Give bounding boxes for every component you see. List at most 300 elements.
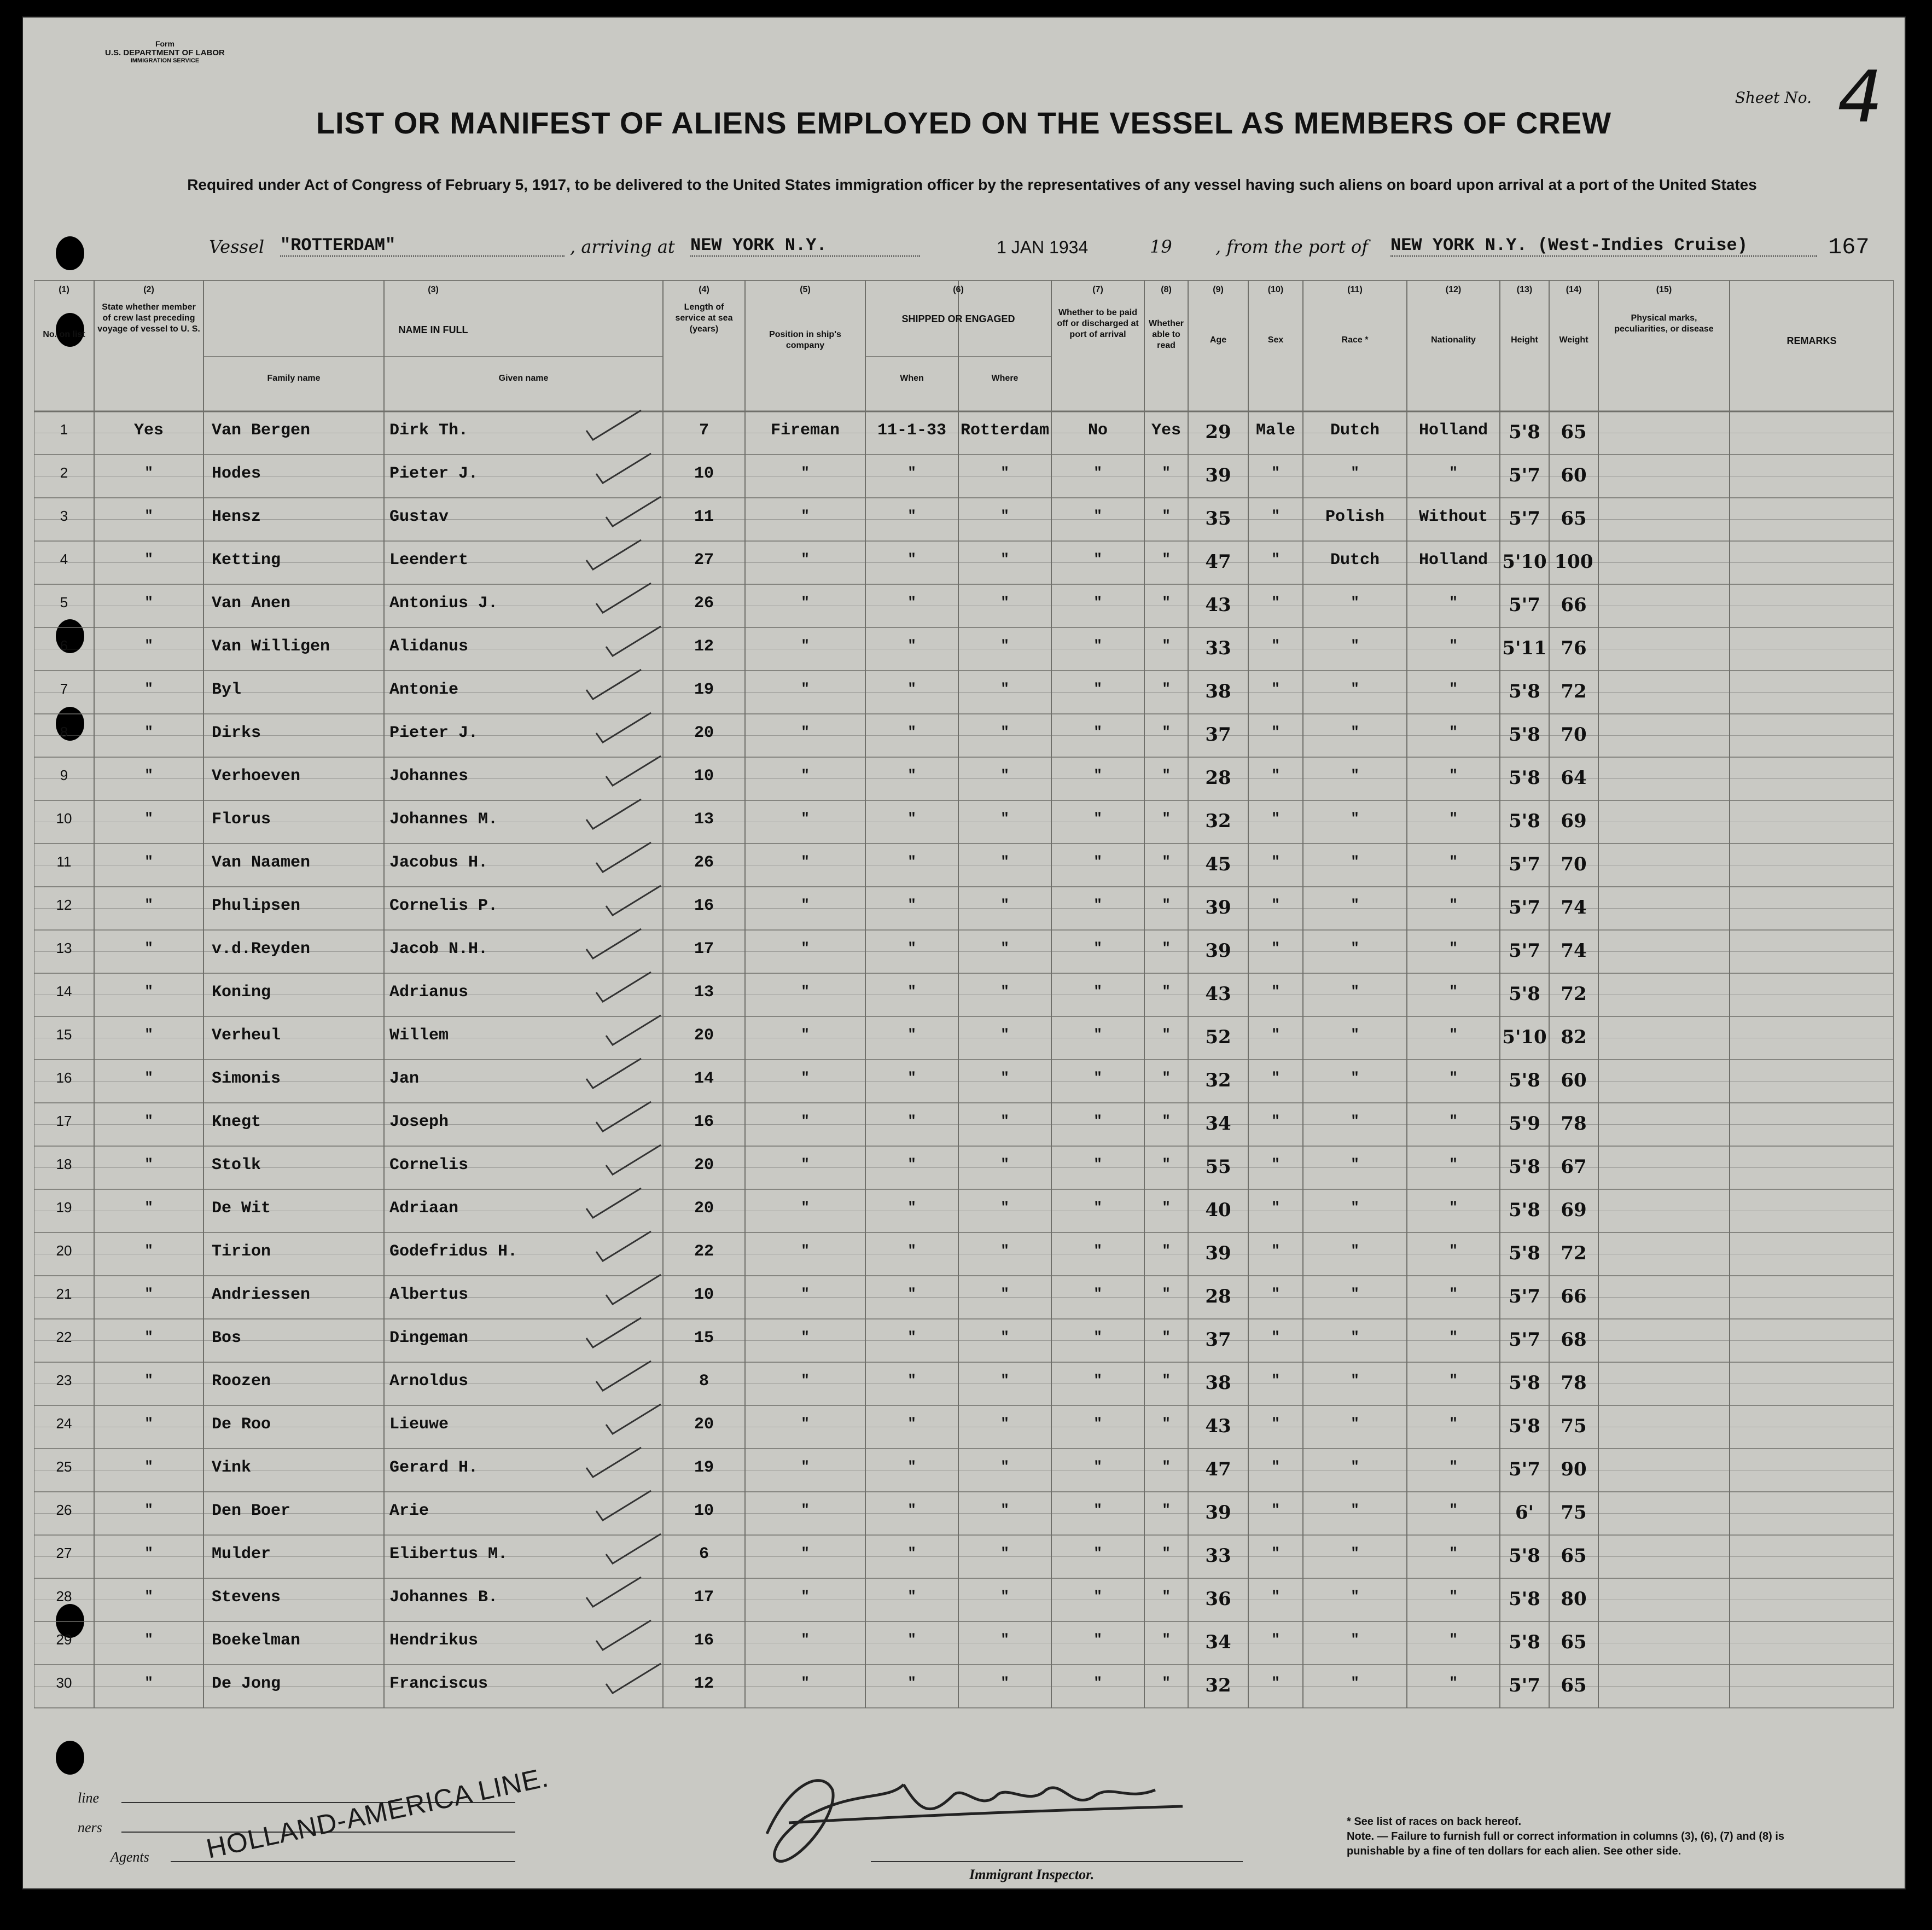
cell-paid: " bbox=[1093, 724, 1102, 740]
cell-age: 55 bbox=[1205, 1156, 1231, 1178]
check-mark-icon bbox=[581, 1054, 647, 1092]
cell-sex: " bbox=[1271, 767, 1280, 783]
cell-when: " bbox=[907, 637, 916, 654]
cell-age: 32 bbox=[1205, 1069, 1231, 1091]
cell-family: Knegt bbox=[212, 1113, 261, 1131]
header-length-service: Length of service at sea (years) bbox=[675, 303, 733, 334]
cell-race: Dutch bbox=[1330, 421, 1380, 440]
cell-paid: " bbox=[1093, 1329, 1102, 1345]
cell-sex: " bbox=[1271, 897, 1280, 913]
cell-given: Cornelis bbox=[389, 1156, 469, 1175]
cell-family: Hodes bbox=[212, 464, 261, 483]
footer-notes bbox=[1347, 1815, 1839, 1859]
cell-read: " bbox=[1162, 1588, 1171, 1605]
cell-sex: " bbox=[1271, 1286, 1280, 1302]
cell-weight: 75 bbox=[1561, 1502, 1587, 1524]
penalty-note: Note. — Failure to furnish full or correct information in columns (3), (6), (7) and (8) is punishable by a fine of ten dollars for each alien. See other side. bbox=[1347, 1830, 1785, 1857]
cell-race: " bbox=[1351, 940, 1359, 956]
cell-sex: " bbox=[1271, 1026, 1280, 1043]
cell-read: " bbox=[1162, 594, 1171, 611]
cell-race: " bbox=[1351, 853, 1359, 870]
cell-no: 2 bbox=[60, 464, 68, 481]
cell-read: " bbox=[1162, 1156, 1171, 1172]
cell-state: " bbox=[144, 1415, 153, 1432]
cell-paid: " bbox=[1093, 810, 1102, 827]
cell-nationality: " bbox=[1449, 767, 1458, 783]
cell-height: 5'9 bbox=[1509, 1113, 1540, 1135]
cell-paid: " bbox=[1093, 1675, 1102, 1691]
cell-when: " bbox=[907, 1069, 916, 1086]
cell-family: Van Bergen bbox=[212, 421, 311, 440]
cell-service: 13 bbox=[694, 810, 714, 829]
cell-race: " bbox=[1351, 1113, 1359, 1129]
cell-state: " bbox=[144, 1502, 153, 1518]
cell-nationality: " bbox=[1449, 810, 1458, 827]
header-weight: Weight bbox=[1559, 335, 1588, 345]
cell-no: 30 bbox=[56, 1675, 72, 1691]
cell-given: Alidanus bbox=[389, 637, 469, 656]
arriving-port: NEW YORK N.Y. bbox=[690, 235, 920, 257]
cell-nationality: " bbox=[1449, 1545, 1458, 1561]
cell-sex: " bbox=[1271, 1458, 1280, 1475]
cell-paid: " bbox=[1093, 983, 1102, 999]
cell-family: v.d.Reyden bbox=[212, 940, 311, 958]
cell-weight: 72 bbox=[1561, 1242, 1587, 1264]
cell-position: " bbox=[801, 637, 810, 654]
cell-no: 19 bbox=[56, 1199, 72, 1216]
cell-family: Florus bbox=[212, 810, 271, 829]
cell-family: Ketting bbox=[212, 551, 281, 569]
cell-age: 39 bbox=[1205, 940, 1231, 962]
cell-service: 17 bbox=[694, 940, 714, 958]
cell-when: " bbox=[907, 940, 916, 956]
cell-nationality: " bbox=[1449, 1675, 1458, 1691]
cell-where: " bbox=[1000, 1458, 1009, 1475]
header-age: Age bbox=[1209, 335, 1227, 345]
cell-race: " bbox=[1351, 1242, 1359, 1259]
cell-age: 39 bbox=[1205, 464, 1231, 486]
cell-sex: " bbox=[1271, 940, 1280, 956]
cell-state: " bbox=[144, 1675, 153, 1691]
cell-weight: 60 bbox=[1561, 1069, 1587, 1091]
cell-read: " bbox=[1162, 1372, 1171, 1388]
cell-race: " bbox=[1351, 1372, 1359, 1388]
cell-nationality: " bbox=[1449, 464, 1458, 481]
cell-race: " bbox=[1351, 1415, 1359, 1432]
cell-paid: " bbox=[1093, 1242, 1102, 1259]
cell-state: " bbox=[144, 1329, 153, 1345]
cell-weight: 65 bbox=[1561, 421, 1587, 443]
cell-where: " bbox=[1000, 508, 1009, 524]
cell-given: Jacob N.H. bbox=[389, 940, 488, 958]
cell-position: " bbox=[801, 897, 810, 913]
cell-paid: " bbox=[1093, 1631, 1102, 1648]
cell-where: " bbox=[1000, 1069, 1009, 1086]
check-mark-icon bbox=[601, 881, 666, 920]
check-mark-icon bbox=[591, 1227, 656, 1265]
cell-read: " bbox=[1162, 1458, 1171, 1475]
date-stamp: 1 JAN 1934 bbox=[997, 237, 1089, 257]
cell-where: " bbox=[1000, 551, 1009, 567]
cell-nationality: " bbox=[1449, 1156, 1458, 1172]
cell-state: " bbox=[144, 897, 153, 913]
cell-read: " bbox=[1162, 1415, 1171, 1432]
cell-service: 16 bbox=[694, 1113, 714, 1131]
header-position: Position in ship's company bbox=[769, 330, 841, 350]
cell-read: " bbox=[1162, 637, 1171, 654]
cell-sex: " bbox=[1271, 810, 1280, 827]
check-mark-icon bbox=[601, 1400, 666, 1438]
cell-read: " bbox=[1162, 1631, 1171, 1648]
cell-family: Verheul bbox=[212, 1026, 281, 1045]
col-num-1: (1) bbox=[59, 285, 69, 294]
cell-family: Dirks bbox=[212, 724, 261, 742]
cell-no: 7 bbox=[60, 681, 68, 697]
cell-service: 26 bbox=[694, 594, 714, 613]
check-mark-icon bbox=[601, 1270, 666, 1309]
cell-state: " bbox=[144, 508, 153, 524]
cell-state: " bbox=[144, 1286, 153, 1302]
cell-where: " bbox=[1000, 594, 1009, 611]
cell-position: Fireman bbox=[770, 421, 840, 440]
cell-paid: " bbox=[1093, 681, 1102, 697]
cell-age: 39 bbox=[1205, 897, 1231, 919]
cell-where: " bbox=[1000, 1545, 1009, 1561]
cell-family: Den Boer bbox=[212, 1502, 291, 1520]
cell-sex: " bbox=[1271, 637, 1280, 654]
cell-race: " bbox=[1351, 1199, 1359, 1216]
cell-family: Bos bbox=[212, 1329, 242, 1347]
cell-sex: " bbox=[1271, 681, 1280, 697]
cell-nationality: " bbox=[1449, 1069, 1458, 1086]
cell-read: " bbox=[1162, 767, 1171, 783]
cell-race: " bbox=[1351, 1675, 1359, 1691]
cell-no: 29 bbox=[56, 1631, 72, 1648]
cell-paid: " bbox=[1093, 853, 1102, 870]
cell-no: 5 bbox=[60, 594, 68, 611]
cell-given: Franciscus bbox=[389, 1675, 488, 1693]
page-code: 167 bbox=[1828, 234, 1870, 260]
cell-given: Jan bbox=[389, 1069, 420, 1088]
cell-height: 5'8 bbox=[1509, 983, 1540, 1005]
check-mark-icon bbox=[591, 708, 656, 747]
cell-no: 13 bbox=[56, 940, 72, 956]
cell-service: 10 bbox=[694, 464, 714, 483]
cell-height: 6' bbox=[1515, 1502, 1534, 1524]
cell-where: " bbox=[1000, 1675, 1009, 1691]
cell-family: Van Naamen bbox=[212, 853, 311, 872]
year-label: 19 bbox=[1150, 236, 1172, 257]
header-sex: Sex bbox=[1267, 335, 1284, 345]
cell-where: " bbox=[1000, 1286, 1009, 1302]
cell-where: " bbox=[1000, 983, 1009, 999]
header-physical-marks: Physical marks, peculiarities, or disease bbox=[1614, 313, 1714, 334]
sheet-number-label: Sheet No. bbox=[1735, 89, 1812, 107]
cell-given: Arnoldus bbox=[389, 1372, 469, 1391]
cell-no: 14 bbox=[56, 983, 72, 999]
cell-age: 34 bbox=[1205, 1631, 1231, 1653]
cell-family: De Wit bbox=[212, 1199, 271, 1218]
header-when: When bbox=[900, 374, 924, 383]
cell-read: " bbox=[1162, 983, 1171, 999]
cell-when: " bbox=[907, 1415, 916, 1432]
cell-read: " bbox=[1162, 1242, 1171, 1259]
cell-when: " bbox=[907, 1242, 916, 1259]
header-name-in-full: NAME IN FULL bbox=[398, 324, 468, 335]
race-note: * See list of races on back hereof. bbox=[1347, 1816, 1522, 1828]
cell-height: 5'7 bbox=[1509, 1329, 1540, 1351]
cell-when: " bbox=[907, 1199, 916, 1216]
form-department-block bbox=[105, 39, 225, 65]
cell-paid: " bbox=[1093, 1113, 1102, 1129]
cell-nationality: " bbox=[1449, 940, 1458, 956]
header-race: Race * bbox=[1341, 335, 1369, 345]
cell-height: 5'8 bbox=[1509, 1069, 1540, 1091]
cell-race: " bbox=[1351, 983, 1359, 999]
cell-service: 20 bbox=[694, 1199, 714, 1218]
punch-hole bbox=[56, 236, 84, 270]
cell-where: " bbox=[1000, 1242, 1009, 1259]
cell-position: " bbox=[801, 681, 810, 697]
cell-sex: " bbox=[1271, 1372, 1280, 1388]
cell-given: Cornelis P. bbox=[389, 897, 498, 915]
cell-weight: 72 bbox=[1561, 983, 1587, 1005]
cell-service: 12 bbox=[694, 1675, 714, 1693]
cell-sex: " bbox=[1271, 1329, 1280, 1345]
cell-position: " bbox=[801, 1069, 810, 1086]
cell-nationality: " bbox=[1449, 897, 1458, 913]
header-where: Where bbox=[991, 374, 1019, 383]
cell-race: " bbox=[1351, 1502, 1359, 1518]
cell-nationality: Holland bbox=[1418, 551, 1488, 569]
cell-no: 18 bbox=[56, 1156, 72, 1172]
cell-service: 16 bbox=[694, 897, 714, 915]
cell-position: " bbox=[801, 1415, 810, 1432]
cell-nationality: Holland bbox=[1418, 421, 1488, 440]
cell-weight: 78 bbox=[1561, 1372, 1587, 1394]
cell-position: " bbox=[801, 1286, 810, 1302]
cell-state: " bbox=[144, 767, 153, 783]
cell-height: 5'7 bbox=[1509, 1458, 1540, 1480]
check-mark-icon bbox=[581, 1573, 647, 1611]
cell-read: Yes bbox=[1151, 421, 1181, 440]
cell-age: 40 bbox=[1205, 1199, 1231, 1221]
header-remarks: REMARKS bbox=[1786, 335, 1837, 346]
cell-when: " bbox=[907, 594, 916, 611]
cell-read: " bbox=[1162, 508, 1171, 524]
cell-service: 22 bbox=[694, 1242, 714, 1261]
cell-sex: " bbox=[1271, 594, 1280, 611]
cell-paid: " bbox=[1093, 897, 1102, 913]
document-title: LIST OR MANIFEST OF ALIENS EMPLOYED ON THE VESSEL AS MEMBERS OF CREW bbox=[316, 106, 1612, 140]
cell-where: " bbox=[1000, 1415, 1009, 1432]
cell-position: " bbox=[801, 983, 810, 999]
cell-age: 37 bbox=[1205, 1329, 1231, 1351]
cell-age: 39 bbox=[1205, 1242, 1231, 1264]
cell-given: Dirk Th. bbox=[389, 421, 469, 440]
cell-state: " bbox=[144, 1372, 153, 1388]
cell-paid: " bbox=[1093, 637, 1102, 654]
cell-state: " bbox=[144, 681, 153, 697]
cell-when: " bbox=[907, 897, 916, 913]
cell-state: " bbox=[144, 983, 153, 999]
cell-service: 7 bbox=[699, 421, 709, 440]
cell-position: " bbox=[801, 724, 810, 740]
cell-read: " bbox=[1162, 810, 1171, 827]
cell-state: " bbox=[144, 810, 153, 827]
cell-height: 5'7 bbox=[1509, 1286, 1540, 1307]
cell-weight: 69 bbox=[1561, 810, 1587, 832]
cell-race: " bbox=[1351, 681, 1359, 697]
cell-when: " bbox=[907, 1545, 916, 1561]
cell-height: 5'10 bbox=[1502, 551, 1547, 573]
cell-sex: " bbox=[1271, 551, 1280, 567]
cell-no: 15 bbox=[56, 1026, 72, 1043]
cell-age: 47 bbox=[1205, 551, 1231, 573]
cell-paid: " bbox=[1093, 1156, 1102, 1172]
cell-service: 10 bbox=[694, 1502, 714, 1520]
cell-height: 5'7 bbox=[1509, 853, 1540, 875]
check-mark-icon bbox=[581, 1184, 647, 1222]
cell-read: " bbox=[1162, 1545, 1171, 1561]
cell-position: " bbox=[801, 594, 810, 611]
col-num-5: (5) bbox=[800, 285, 811, 294]
cell-weight: 68 bbox=[1561, 1329, 1587, 1351]
cell-state: " bbox=[144, 1242, 153, 1259]
cell-family: Stevens bbox=[212, 1588, 281, 1607]
check-mark-icon bbox=[581, 406, 647, 444]
cell-family: Roozen bbox=[212, 1372, 271, 1391]
cell-when: " bbox=[907, 1631, 916, 1648]
cell-service: 20 bbox=[694, 1415, 714, 1434]
document-subtitle: Required under Act of Congress of February 5, 1917, to be delivered to the United States immigration officer by the representatives of any vessel having such aliens on board upon arrival at a port of the United States bbox=[187, 176, 1757, 193]
manifest-sheet bbox=[22, 16, 1906, 1890]
cell-read: " bbox=[1162, 1113, 1171, 1129]
cell-height: 5'7 bbox=[1509, 464, 1540, 486]
cell-height: 5'8 bbox=[1509, 681, 1540, 702]
check-mark-icon bbox=[601, 1141, 666, 1179]
check-mark-icon bbox=[581, 1313, 647, 1352]
cell-nationality: " bbox=[1449, 637, 1458, 654]
cell-no: 16 bbox=[56, 1069, 72, 1086]
check-mark-icon bbox=[591, 1097, 656, 1136]
check-mark-icon bbox=[601, 622, 666, 660]
cell-sex: Male bbox=[1255, 421, 1295, 440]
cell-where: " bbox=[1000, 1026, 1009, 1043]
cell-family: Simonis bbox=[212, 1069, 281, 1088]
cell-where: " bbox=[1000, 767, 1009, 783]
cell-paid: " bbox=[1093, 940, 1102, 956]
cell-where: " bbox=[1000, 853, 1009, 870]
col-num-10: (10) bbox=[1267, 285, 1284, 294]
cell-weight: 65 bbox=[1561, 1631, 1587, 1653]
check-mark-icon bbox=[591, 579, 656, 617]
cell-height: 5'7 bbox=[1509, 940, 1540, 962]
check-mark-icon bbox=[601, 1011, 666, 1049]
cell-race: " bbox=[1351, 1588, 1359, 1605]
cell-sex: " bbox=[1271, 983, 1280, 999]
cell-no: 10 bbox=[56, 810, 72, 827]
cell-service: 10 bbox=[694, 1286, 714, 1304]
header-family-name: Family name bbox=[267, 374, 321, 383]
cell-height: 5'7 bbox=[1509, 508, 1540, 530]
cell-family: Phulipsen bbox=[212, 897, 301, 915]
cell-given: Johannes M. bbox=[389, 810, 498, 829]
cell-height: 5'7 bbox=[1509, 594, 1540, 616]
cell-position: " bbox=[801, 508, 810, 524]
cell-sex: " bbox=[1271, 1415, 1280, 1432]
cell-position: " bbox=[801, 810, 810, 827]
cell-sex: " bbox=[1271, 1545, 1280, 1561]
cell-read: " bbox=[1162, 551, 1171, 567]
cell-given: Jacobus H. bbox=[389, 853, 488, 872]
cell-nationality: " bbox=[1449, 1458, 1458, 1475]
cell-no: 17 bbox=[56, 1113, 72, 1129]
cell-given: Joseph bbox=[389, 1113, 449, 1131]
cell-given: Arie bbox=[389, 1502, 429, 1520]
header-no-on-list: No. on list bbox=[43, 330, 85, 339]
cell-nationality: " bbox=[1449, 1415, 1458, 1432]
check-mark-icon bbox=[591, 838, 656, 876]
cell-when: " bbox=[907, 853, 916, 870]
cell-where: " bbox=[1000, 1502, 1009, 1518]
from-port: NEW YORK N.Y. (West-Indies Cruise) bbox=[1390, 235, 1817, 257]
cell-no: 1 bbox=[60, 421, 68, 438]
col-num-13: (13) bbox=[1516, 285, 1533, 294]
cell-position: " bbox=[801, 464, 810, 481]
cell-weight: 66 bbox=[1561, 1286, 1587, 1307]
cell-height: 5'8 bbox=[1509, 1199, 1540, 1221]
cell-family: Tirion bbox=[212, 1242, 271, 1261]
cell-where: " bbox=[1000, 1156, 1009, 1172]
cell-service: 12 bbox=[694, 637, 714, 656]
cell-state: " bbox=[144, 1631, 153, 1648]
cell-height: 5'8 bbox=[1509, 1588, 1540, 1610]
cell-weight: 72 bbox=[1561, 681, 1587, 702]
cell-no: 23 bbox=[56, 1372, 72, 1388]
cell-read: " bbox=[1162, 940, 1171, 956]
cell-given: Antonie bbox=[389, 681, 459, 699]
cell-height: 5'7 bbox=[1509, 1675, 1540, 1696]
cell-service: 8 bbox=[699, 1372, 709, 1391]
cell-nationality: " bbox=[1449, 983, 1458, 999]
cell-height: 5'8 bbox=[1509, 1242, 1540, 1264]
cell-no: 24 bbox=[56, 1415, 72, 1432]
cell-state: " bbox=[144, 853, 153, 870]
cell-sex: " bbox=[1271, 1242, 1280, 1259]
cell-service: 13 bbox=[694, 983, 714, 1002]
cell-where: " bbox=[1000, 1588, 1009, 1605]
cell-service: 14 bbox=[694, 1069, 714, 1088]
cell-position: " bbox=[801, 1026, 810, 1043]
cell-height: 5'10 bbox=[1502, 1026, 1547, 1048]
cell-position: " bbox=[801, 1199, 810, 1216]
cell-given: Adriaan bbox=[389, 1199, 459, 1218]
cell-read: " bbox=[1162, 464, 1171, 481]
cell-paid: " bbox=[1093, 1199, 1102, 1216]
cell-when: " bbox=[907, 508, 916, 524]
cell-sex: " bbox=[1271, 1156, 1280, 1172]
cell-no: 27 bbox=[56, 1545, 72, 1561]
cell-weight: 65 bbox=[1561, 1545, 1587, 1567]
cell-no: 20 bbox=[56, 1242, 72, 1259]
cell-race: " bbox=[1351, 1156, 1359, 1172]
check-mark-icon bbox=[591, 1616, 656, 1654]
cell-height: 5'8 bbox=[1509, 1156, 1540, 1178]
cell-weight: 70 bbox=[1561, 724, 1587, 746]
check-mark-icon bbox=[601, 752, 666, 790]
cell-read: " bbox=[1162, 897, 1171, 913]
